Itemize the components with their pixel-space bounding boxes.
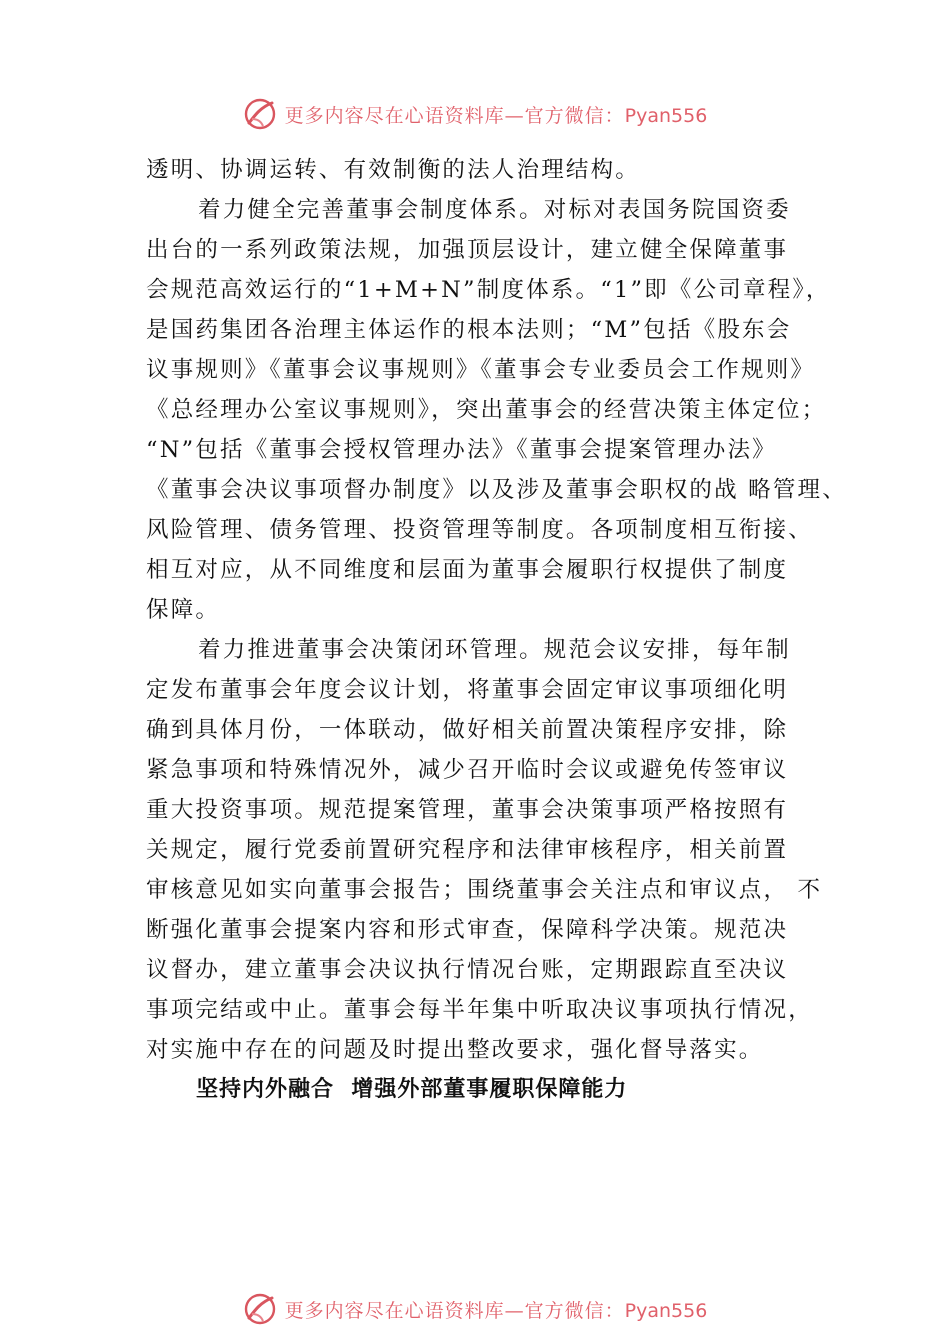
text-line: 出台的一系列政策法规，加强顶层设计，建立健全保障董事 xyxy=(146,237,789,263)
text-line: 紧急事项和特殊情况外，减少召开临时会议或避免传签审议 xyxy=(146,757,789,783)
paragraph xyxy=(146,150,836,190)
text-line: 透明、协调运转、有效制衡的法人治理结构。 xyxy=(146,157,641,183)
text-line: 《董事会决议事项督办制度》以及涉及董事会职权的战 略管理、 xyxy=(146,477,847,503)
document-body xyxy=(146,150,847,1110)
brush-logo-icon xyxy=(243,1292,277,1326)
text-line: “N”包括《董事会授权管理办法》《董事会提案管理办法》 xyxy=(146,437,777,463)
paragraph xyxy=(146,190,847,630)
text-line: 对实施中存在的问题及时提出整改要求，强化督导落实。 xyxy=(146,1037,764,1063)
text-line: 审核意见如实向董事会报告；围绕董事会关注点和审议点， 不 xyxy=(146,877,823,903)
text-line: 相互对应，从不同维度和层面为董事会履职行权提供了制度 xyxy=(146,557,789,583)
text-line: 《总经理办公室议事规则》，突出董事会的经营决策主体定位； xyxy=(146,397,827,423)
section-heading: 坚持内外融合 增强外部董事履职保障能力 xyxy=(196,1077,628,1102)
text-line: 会规范高效运行的“1+M+N”制度体系。“1”即《公司章程》， xyxy=(146,277,831,303)
text-line: 重大投资事项。规范提案管理，董事会决策事项严格按照有 xyxy=(146,797,789,823)
footer-watermark xyxy=(0,1289,950,1329)
watermark-text: 更多内容尽在心语资料库—官方微信：Pyan556 xyxy=(284,1299,708,1322)
text-line: 关规定，履行党委前置研究程序和法律审核程序，相关前置 xyxy=(146,837,789,863)
text-line: 断强化董事会提案内容和形式审查，保障科学决策。规范决 xyxy=(146,917,789,943)
text-line: 着力推进董事会决策闭环管理。规范会议安排，每年制 xyxy=(198,637,791,663)
text-line: 事项完结或中止。董事会每半年集中听取决议事项执行情况， xyxy=(146,997,813,1023)
text-line: 议事规则》《董事会议事规则》《董事会专业委员会工作规则》 xyxy=(146,357,816,383)
paragraph xyxy=(146,630,836,1070)
paragraphs xyxy=(146,150,847,1070)
text-line: 确到具体月份，一体联动，做好相关前置决策程序安排，除 xyxy=(146,717,789,743)
text-line: 议督办，建立董事会决议执行情况台账，定期跟踪直至决议 xyxy=(146,957,789,983)
watermark-text: 更多内容尽在心语资料库—官方微信：Pyan556 xyxy=(284,104,708,127)
text-line: 保障。 xyxy=(146,597,221,623)
text-line: 风险管理、债务管理、投资管理等制度。各项制度相互衔接、 xyxy=(146,517,813,543)
text-line: 着力健全完善董事会制度体系。对标对表国务院国资委 xyxy=(198,197,791,223)
text-line: 是国药集团各治理主体运作的根本法则；“M”包括《股东会 xyxy=(146,317,792,343)
header-watermark xyxy=(0,94,950,134)
brush-logo-icon xyxy=(243,97,277,131)
text-line: 定发布董事会年度会议计划，将董事会固定审议事项细化明 xyxy=(146,677,789,703)
